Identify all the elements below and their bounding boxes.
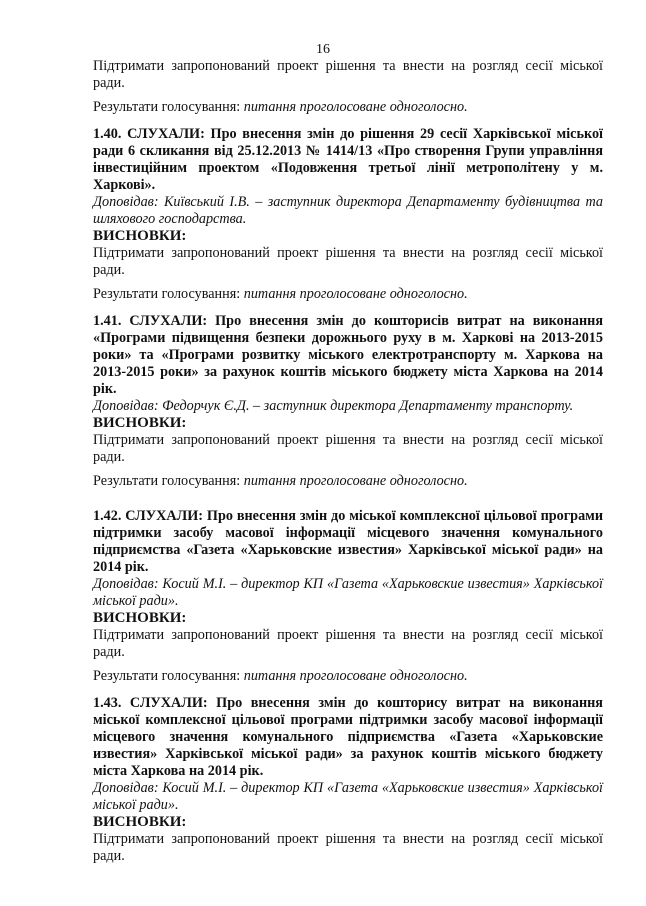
vote-result: питання проголосоване одноголосно. bbox=[243, 286, 468, 302]
vote-results bbox=[93, 668, 603, 685]
conclusions-label: ВИСНОВКИ: bbox=[93, 415, 187, 431]
agenda-item-1-42 bbox=[93, 508, 603, 685]
item-reporter: Доповідав: Федорчук Є.Д. – заступник директора Департаменту транспорту. bbox=[93, 398, 574, 414]
vote-label: Результати голосування: bbox=[93, 473, 241, 489]
conclusions-label: ВИСНОВКИ: bbox=[93, 610, 187, 626]
conclusions-label: ВИСНОВКИ: bbox=[93, 814, 187, 830]
page-number: 16 bbox=[316, 42, 330, 57]
conclusion-text: Підтримати запропонований проект рішення та внести на розгляд сесії міської ради. bbox=[93, 432, 603, 465]
item-heading: 1.41. СЛУХАЛИ: Про внесення змін до кошторисів витрат на виконання «Програми підвищення безпеки дорожнього руху в м. Харкові на 2013-2015 роки» та «Програми розвитку міського електротранспорту м. Харкова на 2013-2015 роки» за рахунок коштів міського бюджету міста Харкова на 2014 рік. bbox=[93, 313, 603, 397]
item-reporter: Доповідав: Косий М.І. – директор КП «Газета «Харьковские известия» Харківської міської ради». bbox=[93, 576, 603, 609]
vote-result: питання проголосоване одноголосно. bbox=[243, 473, 468, 489]
intro-support-text: Підтримати запропонований проект рішення та внести на розгляд сесії міської ради. bbox=[93, 58, 603, 91]
agenda-item-1-41 bbox=[93, 313, 603, 490]
conclusions-label: ВИСНОВКИ: bbox=[93, 228, 187, 244]
item-heading: 1.42. СЛУХАЛИ: Про внесення змін до міської комплексної цільової програми підтримки засобу масової інформації місцевого значення комунального підприємства «Газета «Харьковские известия» Харківської міської ради» на 2014 рік. bbox=[93, 508, 603, 575]
vote-results bbox=[93, 286, 603, 303]
agenda-item-1-43 bbox=[93, 695, 603, 865]
vote-result: питання проголосоване одноголосно. bbox=[243, 668, 468, 684]
agenda-item-1-40 bbox=[93, 126, 603, 303]
conclusion-text: Підтримати запропонований проект рішення та внести на розгляд сесії міської ради. bbox=[93, 627, 603, 660]
intro-vote-results bbox=[93, 99, 603, 116]
page-content bbox=[93, 58, 603, 865]
item-reporter: Доповідав: Косий М.І. – директор КП «Газета «Харьковские известия» Харківської міської ради». bbox=[93, 780, 603, 813]
item-heading: 1.40. СЛУХАЛИ: Про внесення змін до рішення 29 сесії Харківської міської ради 6 скликання від 25.12.2013 № 1414/13 «Про створення Групи управління інвестиційним проектом «Подовження третьої лінії метрополітену у м. Харкові». bbox=[93, 126, 603, 193]
conclusion-text: Підтримати запропонований проект рішення та внести на розгляд сесії міської ради. bbox=[93, 831, 603, 864]
vote-label: Результати голосування: bbox=[93, 99, 241, 115]
vote-label: Результати голосування: bbox=[93, 286, 241, 302]
conclusion-text: Підтримати запропонований проект рішення та внести на розгляд сесії міської ради. bbox=[93, 245, 603, 278]
vote-results bbox=[93, 473, 603, 490]
vote-result: питання проголосоване одноголосно. bbox=[243, 99, 468, 115]
item-reporter: Доповідав: Київський І.В. – заступник директора Департаменту будівництва та шляхового господарства. bbox=[93, 194, 603, 227]
item-heading: 1.43. СЛУХАЛИ: Про внесення змін до кошторису витрат на виконання міської комплексної цільової програми підтримки засобу масової інформації місцевого значення комунального підприємства «Газета «Харьковские известия» Харківської міської ради» за рахунок коштів міського бюджету міста Харкова на 2014 рік. bbox=[93, 695, 603, 779]
vote-label: Результати голосування: bbox=[93, 668, 241, 684]
